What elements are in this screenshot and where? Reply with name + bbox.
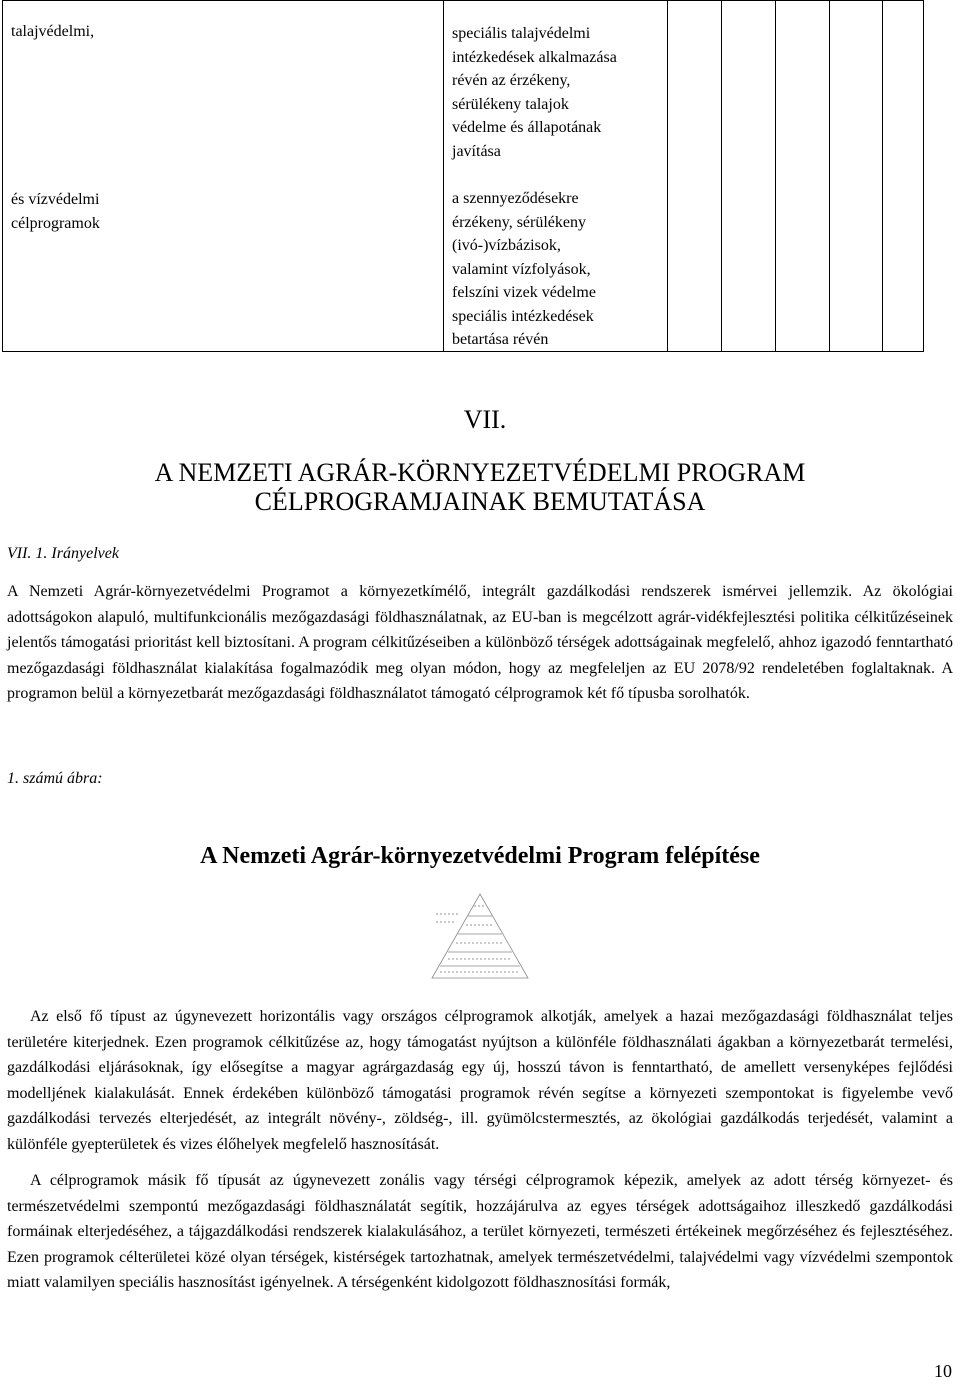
pyramid-diagram	[428, 892, 532, 982]
cell-line: felszíni vizek védelme	[452, 284, 596, 301]
cell-line: (ivó-)vízbázisok,	[452, 237, 561, 254]
cell-line: valamint vízfolyások,	[452, 260, 591, 278]
table-cell-category-top	[11, 20, 311, 44]
page-number: 10	[934, 1361, 952, 1381]
cell-line: javítása	[452, 142, 501, 160]
cell-line: betartása révén	[452, 331, 549, 348]
table-divider	[443, 1, 444, 351]
paragraph-zonal-programs: A célprogramok másik fő típusát az úgynevezett zonális vagy térségi célprogramok képezik, amelyek az adott térség környezet- és természetvédelmi szempontú mezőgazdasági földhasználatát segítik, hozzájárulva az egyes térségek adottságaihoz illeszkedő gazdálkodási formáinak elterjedéséhez, a tájgazdálkodási rendszerek kialakulásához, a terület környezeti, természeti értékeinek megőrzéséhez és fejlesztéséhez. Ezen programok célterületei közé olyan térségek, kistérségek tartozhatnak, amelyek természetvédelmi, talajvédelmi vagy vízvédelmi szempontok miatt valamilyen speciális hasznosítást igényelnek. A térségenként kidolgozott földhasznosítási formák,	[7, 1172, 953, 1291]
cell-line: révén az érzékeny,	[452, 72, 571, 89]
table-divider	[721, 1, 722, 351]
paragraph-horizontal-programs: Az első fő típust az úgynevezett horizontális vagy országos célprogramok alkotják, amelyek a hazai mezőgazdasági földhasználat teljes területére kiterjednek. Ezen programok célkitűzése az, hogy támogatást nyújtson a különféle földhasználati ágakban a környezetbarát termelési, gazdálkodási eljárásoknak, így elősegítse a magyar agrárgazdaság egy új, hosszú távon is fenntartható, de amellett versenyképes fejlődési modelljének kialakulását. Ennek érdekében különböző támogatási programok révén segítse a környezeti szempontokat is figyelembe vevő gazdálkodási tervezés elterjedését, az integrált növény-, zöldség-, ill. gyümölcstermesztés, az ökológiai gazdálkodás terjedését, valamint a különféle gyepterületek és vizes élőhelyek megfelelő hasznosítását.	[7, 1008, 953, 1153]
table-divider	[882, 1, 883, 351]
chapter-number: VII.	[463, 405, 507, 434]
table-cell-category-bottom	[11, 188, 311, 235]
target-program-table	[2, 0, 924, 352]
cell-line: a szennyeződésekre	[452, 190, 579, 207]
table-divider	[775, 1, 776, 351]
cell-line: sérülékeny talajok	[452, 95, 569, 113]
cell-line: talajvédelmi,	[11, 23, 95, 40]
figure-title: A Nemzeti Agrár-környezetvédelmi Program felépítése	[200, 843, 760, 869]
section-subtitle: VII. 1. Irányelvek	[7, 545, 119, 562]
figure-label: 1. számú ábra:	[7, 770, 103, 787]
cell-line: érzékeny, sérülékeny	[452, 213, 586, 231]
cell-line: célprogramok	[11, 214, 100, 232]
cell-line: védelme és állapotának	[452, 119, 602, 136]
cell-line: speciális intézkedések	[452, 307, 594, 325]
cell-line: és vízvédelmi	[11, 191, 100, 208]
chapter-title	[0, 458, 960, 516]
chapter-title-line: CÉLPROGRAMJAINAK BEMUTATÁSA	[254, 487, 706, 516]
paragraph-intro: A Nemzeti Agrár-környezetvédelmi Programot a környezetkímélő, integrált gazdálkodási rendszerek ismérvei jellemzik. Az ökológiai adottságokon alapuló, multifunkcionális mezőgazdasági földhasználatnak, az EU-ban is megcélzott agrár-vidékfejlesztési politika célkitűzéseinek jelentős támogatási prioritást kell biztosítani. A program célkitűzéseiben a különböző térségek adottságainak megfelelő, ahhoz igazodó fenntartható mezőgazdasági földhasználat kialakítása fogalmazódik meg olyan módon, hogy az megfeleljen az EU 2078/92 rendeletében foglaltaknak. A programon belül a környezetbarát mezőgazdasági földhasználatot támogató célprogramok két fő típusba sorolhatók.	[7, 583, 953, 702]
cell-line: intézkedések alkalmazása	[452, 48, 617, 66]
chapter-title-line: A NEMZETI AGRÁR-KÖRNYEZETVÉDELMI PROGRAM	[154, 458, 806, 487]
table-cell-soil-protection	[452, 22, 672, 163]
cell-line: speciális talajvédelmi	[452, 25, 591, 42]
table-divider	[829, 1, 830, 351]
table-cell-water-protection	[452, 187, 672, 352]
